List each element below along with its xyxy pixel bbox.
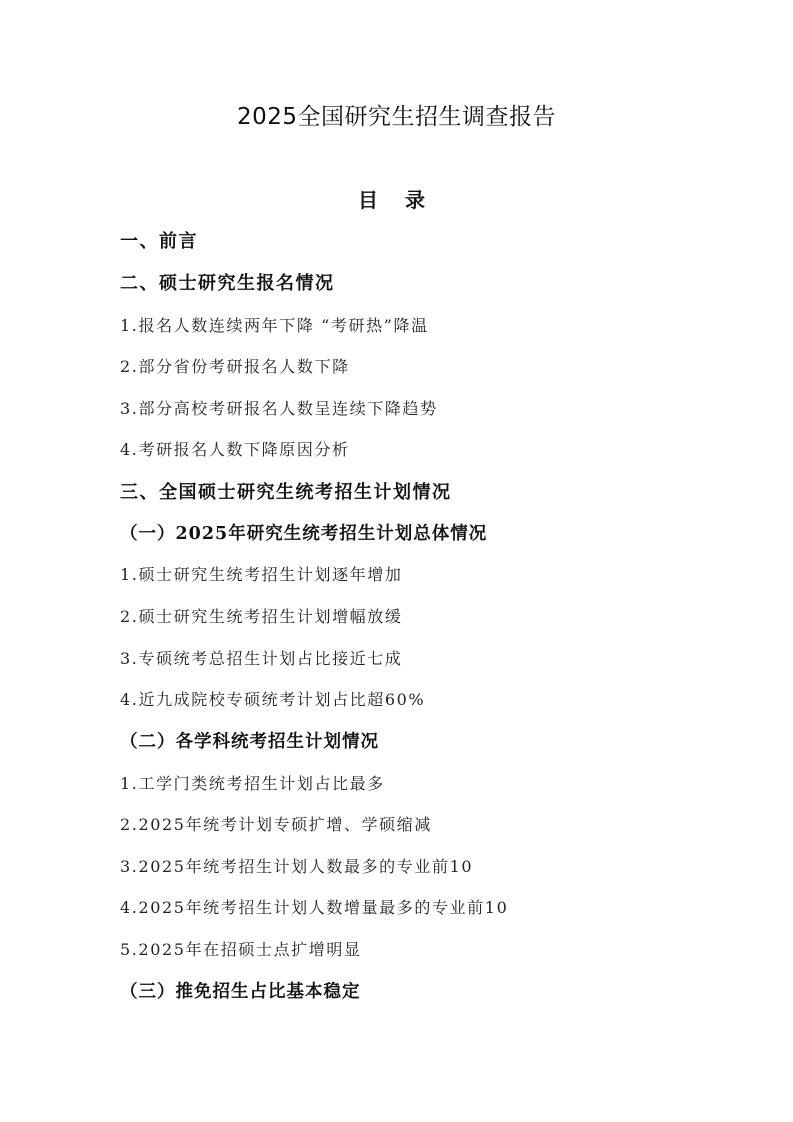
toc-item-2-4[interactable]: 4.考研报名人数下降原因分析 [120, 440, 350, 459]
toc-item-3-2-1[interactable]: 1.工学门类统考招生计划占比最多 [120, 774, 385, 793]
toc-subsection-3-2[interactable]: （二）各学科统考招生计划情况 [120, 732, 379, 752]
toc-item-3-2-5[interactable]: 5.2025年在招硕士点扩增明显 [120, 940, 362, 959]
toc-section-1[interactable]: 一、前言 [120, 231, 198, 252]
toc-item-2-1[interactable]: 1.报名人数连续两年下降 “考研热”降温 [120, 316, 429, 335]
toc-item-3-2-2[interactable]: 2.2025年统考计划专硕扩增、学硕缩减 [120, 815, 432, 834]
toc-item-3-2-3[interactable]: 3.2025年统考招生计划人数最多的专业前10 [120, 857, 474, 876]
toc-item-3-1-4[interactable]: 4.近九成院校专硕统考计划占比超60% [120, 690, 426, 709]
document-title: 2025全国研究生招生调查报告 [236, 104, 557, 130]
toc-subsection-3-1[interactable]: （一）2025年研究生统考招生计划总体情况 [120, 524, 488, 544]
toc-section-2[interactable]: 二、硕士研究生报名情况 [120, 273, 335, 294]
toc-item-3-1-1[interactable]: 1.硕士研究生统考招生计划逐年增加 [120, 565, 403, 584]
toc-section-3[interactable]: 三、全国硕士研究生统考招生计划情况 [120, 482, 452, 503]
toc-item-2-2[interactable]: 2.部分省份考研报名人数下降 [120, 357, 350, 376]
toc-item-3-2-4[interactable]: 4.2025年统考招生计划人数增量最多的专业前10 [120, 898, 509, 917]
toc-item-3-1-3[interactable]: 3.专硕统考总招生计划占比接近七成 [120, 649, 403, 668]
toc-item-3-1-2[interactable]: 2.硕士研究生统考招生计划增幅放缓 [120, 607, 403, 626]
toc-heading: 目 录 [358, 188, 435, 212]
toc-item-2-3[interactable]: 3.部分高校考研报名人数呈连续下降趋势 [120, 399, 438, 418]
toc-subsection-3-3[interactable]: （三）推免招生占比基本稳定 [120, 982, 361, 1002]
